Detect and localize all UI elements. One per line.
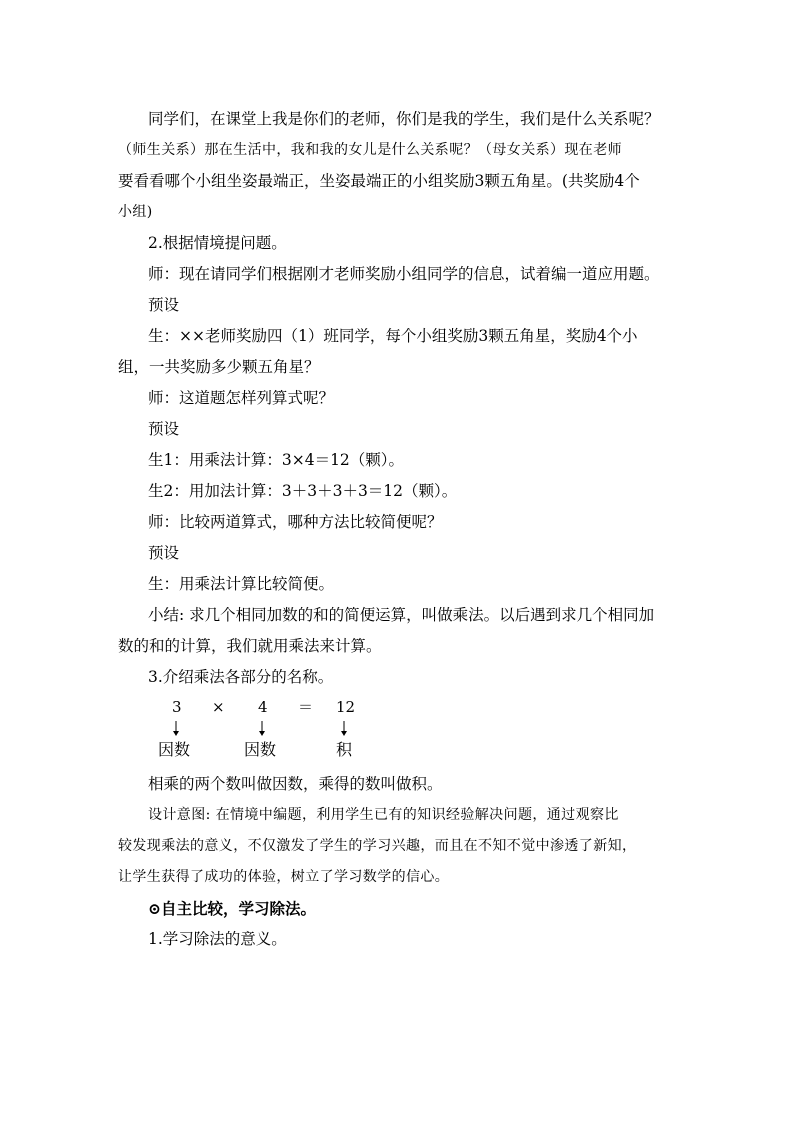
product-value: 12 [336,698,356,716]
student-answer-3: 生：用乘法计算比较简便。 [148,575,335,593]
down-arrow-icon [339,721,349,737]
times-sign: × [212,698,225,716]
step2-heading: 2.根据情境提问题。 [148,234,287,252]
student-question-line-1: 生：××老师奖励四（1）班同学，每个小组奖励3颗五角星，奖励4个小 [148,327,638,345]
teacher-prompt-3: 师：比较两道算式，哪种方法比较简便呢？ [148,513,443,531]
preset-label-1: 预设 [148,296,180,314]
factor-2: 4 [258,698,268,716]
teacher-prompt-1: 师：现在请同学们根据刚才老师奖励小组同学的信息，试着编一道应用题。 [148,265,660,283]
factor-1: 3 [172,698,182,716]
summary-line-1: 小结: 求几个相同加数的和的简便运算，叫做乘法。以后遇到求几个相同加 [148,606,655,624]
factor-2-label: 因数 [244,740,277,759]
section-heading-division: ⊙自主比较，学习除法。 [148,899,316,918]
multiplication-explanation: 相乘的两个数叫做因数，乘得的数叫做积。 [148,775,443,793]
design-intent-line-1: 设计意图: 在情境中编题，利用学生已有的知识经验解决问题，通过观察比 [148,807,619,823]
equals-sign: ＝ [298,698,314,716]
down-arrow-icon [257,721,267,737]
teacher-prompt-2: 师：这道题怎样列算式呢？ [148,389,335,407]
step3-heading: 3.介绍乘法各部分的名称。 [148,668,334,686]
student-question-line-2: 组，一共奖励多少颗五角星？ [118,358,320,376]
student-answer-2: 生2：用加法计算：3＋3＋3＋3＝12（颗）。 [148,482,458,500]
intro-line-2: （师生关系）那在生活中，我和我的女儿是什么关系呢？（母女关系）现在老师 [118,142,622,158]
intro-line-1: 同学们，在课堂上我是你们的老师，你们是我的学生，我们是什么关系呢？ [148,110,660,128]
intro-line-3: 要看看哪个小组坐姿最端正，坐姿最端正的小组奖励3颗五角星。(共奖励4个 [118,172,640,190]
summary-line-2: 数的和的计算，我们就用乘法来计算。 [118,637,382,655]
division-subheading: 1.学习除法的意义。 [148,930,287,948]
down-arrow-icon [171,721,181,737]
preset-label-2: 预设 [148,420,180,438]
preset-label-3: 预设 [148,544,180,562]
intro-line-4: 小组) [118,204,153,220]
design-intent-line-2: 较发现乘法的意义，不仅激发了学生的学习兴趣，而且在不知不觉中渗透了新知， [118,838,637,854]
multiplication-diagram [118,695,686,769]
document-body [118,104,686,955]
product-label: 积 [336,740,353,759]
design-intent-line-3: 让学生获得了成功的体验，树立了学习数学的信心。 [118,869,450,885]
student-answer-1: 生1：用乘法计算：3×4＝12（颗）。 [148,451,405,469]
factor-1-label: 因数 [158,740,191,759]
